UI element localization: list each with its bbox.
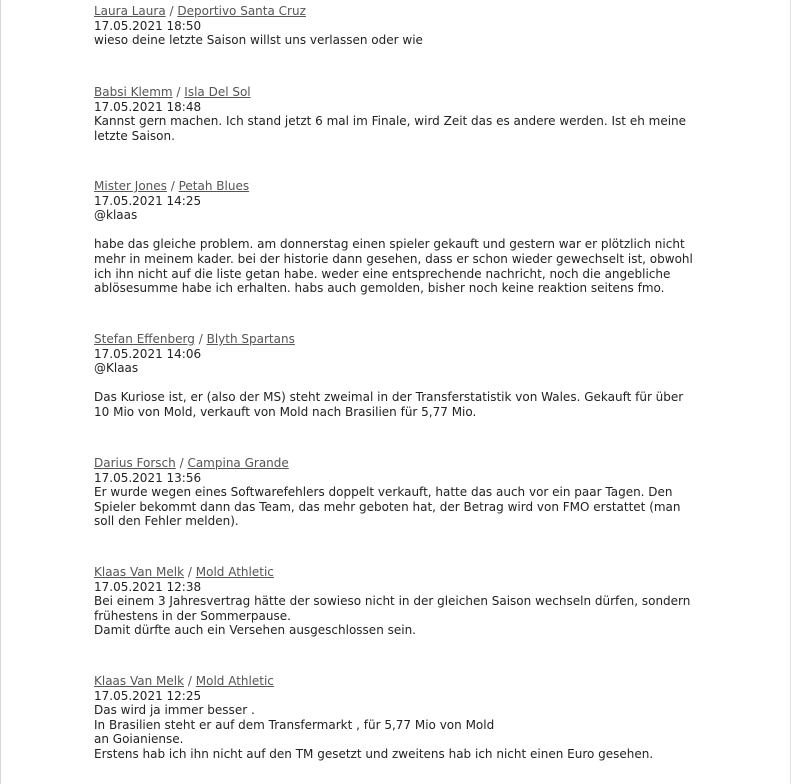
blank-line — [94, 223, 700, 238]
post-text: Damit dürfte auch ein Versehen ausgeschlossen sein. — [94, 623, 416, 638]
comment-post-5 — [94, 565, 700, 638]
post-header — [94, 85, 700, 100]
comment-post-4 — [94, 456, 700, 529]
author-link[interactable]: Klaas Van Melk — [94, 674, 185, 688]
post-body — [94, 361, 700, 419]
post-text: Das Kuriose ist, er (also der MS) steht zweimal in der Transferstatistik von Wales. Gekauft für über 10 Mio von Mold, verkauft von Mold nach Brasilien für 5,77 Mio. — [94, 390, 684, 419]
separator: / — [176, 85, 181, 99]
post-text: Kannst gern machen. Ich stand jetzt 6 mal im Finale, wird Zeit das es andere werden. Ist eh meine letzte Saison. — [94, 114, 687, 143]
post-header — [94, 674, 700, 689]
post-date: 17.05.2021 14:25 — [94, 193, 202, 208]
team-link[interactable]: Mold Athletic — [195, 565, 274, 579]
separator: / — [198, 332, 203, 346]
post-body — [94, 114, 700, 143]
author-link[interactable]: Laura Laura — [94, 4, 166, 18]
post-body — [94, 33, 423, 48]
post-header — [94, 565, 700, 580]
team-link[interactable]: Mold Athletic — [195, 674, 274, 688]
comment-post-0 — [94, 4, 423, 48]
post-header — [94, 456, 700, 471]
author-link[interactable]: Klaas Van Melk — [94, 565, 185, 579]
post-text: Bei einem 3 Jahresvertrag hätte der sowieso nicht in der gleichen Saison wechseln dürfen, sondern frühestens in der Sommerpause. — [94, 594, 691, 623]
post-text: Erstens hab ich ihn nicht auf den TM gesetzt und zweitens hab ich nicht einen Euro gesehen. — [94, 746, 654, 761]
post-body — [94, 703, 700, 761]
comment-post-1 — [94, 85, 700, 143]
post-date: 17.05.2021 12:38 — [94, 579, 202, 594]
post-date: 17.05.2021 18:50 — [94, 18, 202, 33]
author-link[interactable]: Darius Forsch — [94, 456, 176, 470]
post-date: 17.05.2021 18:48 — [94, 99, 202, 114]
post-header — [94, 4, 423, 19]
separator: / — [170, 179, 175, 193]
left-border — [0, 0, 1, 784]
author-link[interactable]: Mister Jones — [94, 179, 167, 193]
post-text: @klaas — [94, 208, 138, 223]
comment-post-2 — [94, 179, 700, 296]
post-date: 17.05.2021 13:56 — [94, 470, 202, 485]
post-text: an Goianiense. — [94, 732, 184, 747]
post-text: wieso deine letzte Saison willst uns verlassen oder wie — [94, 33, 423, 48]
comment-post-6 — [94, 674, 700, 762]
post-body — [94, 594, 700, 638]
team-link[interactable]: Campina Grande — [187, 456, 289, 470]
post-header — [94, 332, 700, 347]
post-date: 17.05.2021 14:06 — [94, 346, 202, 361]
separator: / — [169, 4, 174, 18]
post-header — [94, 179, 700, 194]
separator: / — [187, 674, 192, 688]
team-link[interactable]: Deportivo Santa Cruz — [177, 4, 306, 18]
comment-post-3 — [94, 332, 700, 420]
team-link[interactable]: Isla Del Sol — [184, 85, 251, 99]
post-date: 17.05.2021 12:25 — [94, 688, 202, 703]
post-text: @Klaas — [94, 361, 139, 376]
post-text: Das wird ja immer besser . — [94, 703, 255, 718]
author-link[interactable]: Stefan Effenberg — [94, 332, 195, 346]
post-text: In Brasilien steht er auf dem Transfermarkt , für 5,77 Mio von Mold — [94, 717, 495, 732]
team-link[interactable]: Petah Blues — [178, 179, 250, 193]
post-body — [94, 485, 700, 529]
team-link[interactable]: Blyth Spartans — [206, 332, 295, 346]
separator: / — [179, 456, 184, 470]
separator: / — [187, 565, 192, 579]
post-body — [94, 208, 700, 296]
blank-line — [94, 376, 700, 391]
post-text: Er wurde wegen eines Softwarefehlers doppelt verkauft, hatte das auch vor ein paar Tagen. Den Spieler bekommt dann das Team, das mehr geboten hat, der Betrag wird von FMO erstattet (man soll den Fehler melden). — [94, 485, 681, 529]
author-link[interactable]: Babsi Klemm — [94, 85, 173, 99]
post-text: habe das gleiche problem. am donnerstag einen spieler gekauft und gestern war er plötzlich nicht mehr in meinem kader. bei der historie dann gesehen, dass er schon wieder gewechselt ist, obwohl ich ihn nicht auf die liste getan habe. weder eine entsprechende nachricht, noch die angebliche ablösesumme habe ich erhalten. habs auch gemolden, bisher noch keine reaktion seitens fmo. — [94, 237, 693, 296]
